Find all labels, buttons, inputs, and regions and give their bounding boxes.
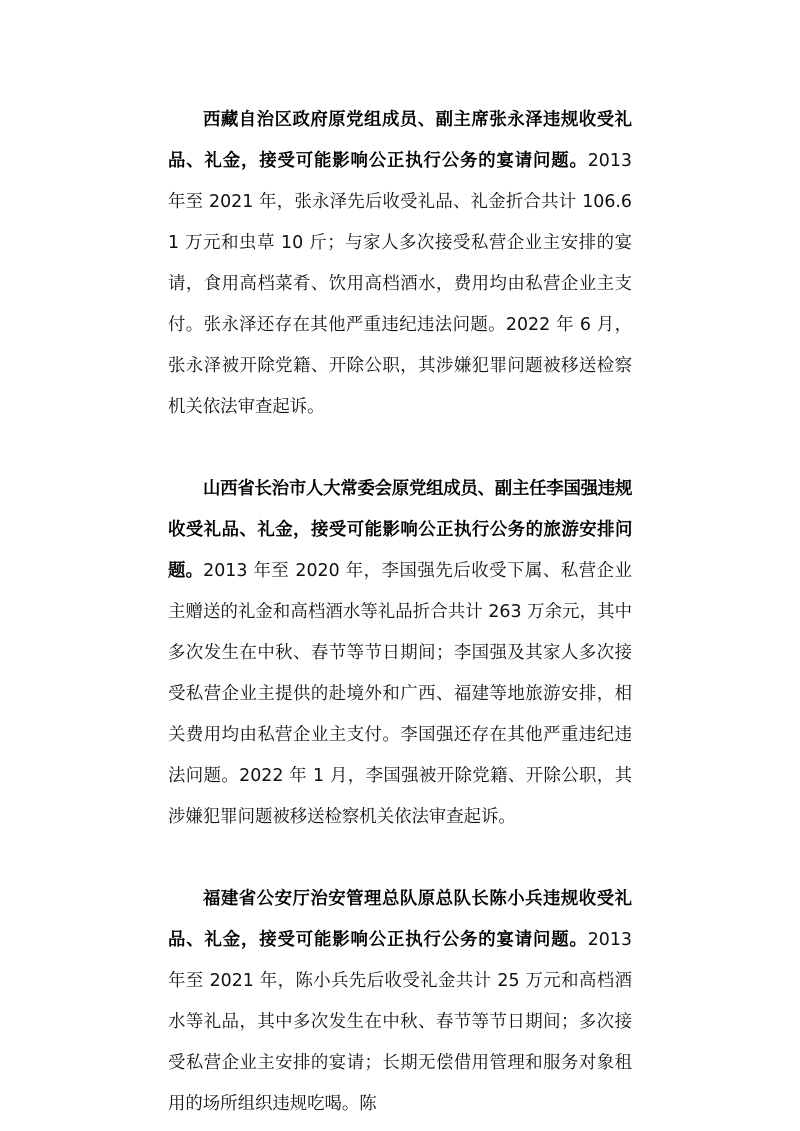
case-title-li-guoqiang: 山西省长治市人大常委会原党组成员、副主任李国强违规收受礼品、礼金，接受可能影响公正执行公务的旅游安排问题。 [168,479,632,581]
case-title-zhang-yongze: 西藏自治区政府原党组成员、副主席张永泽违规收受礼品、礼金，接受可能影响公正执行公务的宴请问题。 [168,110,632,171]
case-detail-chen-xiaobing: 2013 年至 2021 年，陈小兵先后收受礼金共计 25 万元和高档酒水等礼品，其中多次发生在中秋、春节等节日期间；多次接受私营企业主安排的宴请；长期无偿借用管理和服务对象租用的场所组织违规吃喝。陈 [168,930,632,1114]
case-detail-zhang-yongze: 2013 年至 2021 年，张永泽先后收受礼品、礼金折合共计 106.61 万元和虫草 10 斤；与家人多次接受私营企业主安排的宴请，食用高档菜肴、饮用高档酒水，费用均由私营企业主支付。张永泽还存在其他严重违纪违法问题。2022 年 6 月，张永泽被开除党籍、开除公职，其涉嫌犯罪问题被移送检察机关依法审查起诉。 [168,151,632,417]
paragraph-case-zhang-yongze [168,100,632,428]
case-title-chen-xiaobing: 福建省公安厅治安管理总队原总队长陈小兵违规收受礼品、礼金，接受可能影响公正执行公务的宴请问题。 [168,889,632,950]
case-detail-li-guoqiang: 2013 年至 2020 年，李国强先后收受下属、私营企业主赠送的礼金和高档酒水等礼品折合共计 263 万余元，其中多次发生在中秋、春节等节日期间；李国强及其家人多次接受私营企业主提供的赴境外和广西、福建等地旅游安排，相关费用均由私营企业主支付。李国强还存在其他严重违纪违法问题。2022 年 1 月，李国强被开除党籍、开除公职，其涉嫌犯罪问题被移送检察机关依法审查起诉。 [168,561,632,827]
paragraph-case-li-guoqiang [168,469,632,838]
document-body [168,100,632,1125]
paragraph-case-chen-xiaobing [168,879,632,1125]
